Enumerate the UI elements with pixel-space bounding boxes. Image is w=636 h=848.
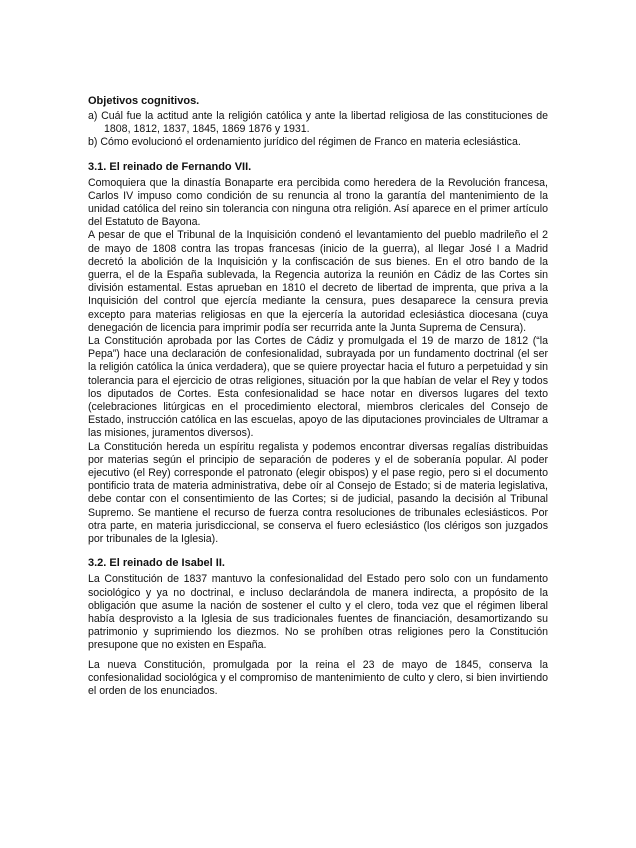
document-body [88, 94, 548, 698]
objective-item-b: b) Cómo evolucionó el ordenamiento jurídico del régimen de Franco en materia eclesiástica. [88, 136, 521, 149]
paragraph: La Constitución hereda un espíritu regalista y podemos encontrar diversas regalías distribuidas por materias según el principio de separación de poderes y el de soberanía popular. Al poder ejecutivo (el Rey) corresponde el patronato (elegir obispos) y el pase regio, pero si el documento pontificio trata de materia administrativa, debe oír al Consejo de Estado; si de materia legislativa, debe contar con el consentimiento de las Cortes; si de judicial, pasando la decisión al Tribunal Supremo. Se mantiene el recurso de fuerza contra resoluciones de tribunales eclesiásticos. Por otra parte, en materia jurisdiccional, se conserva el fuero eclesiástico (los clérigos son juzgados por tribunales de la Iglesia). [88, 440, 548, 546]
objectives-title: Objetivos cognitivos. [88, 95, 200, 107]
section-title-isabel-ii: 3.2. El reinado de Isabel II. [88, 557, 225, 570]
paragraph: Comoquiera que la dinastía Bonaparte era percibida como heredera de la Revolución francesa, Carlos IV impuso como condición de su renuncia al trono la garantía del mantenimiento de la unidad católica del reino sin tolerancia con ninguna otra religión. Así aparece en el primer artículo del Estatuto de Bayona. [88, 176, 548, 229]
paragraph: A pesar de que el Tribunal de la Inquisición condenó el levantamiento del pueblo madrileño el 2 de mayo de 1808 contra las tropas francesas (inicio de la guerra), al llegar José I a Madrid decretó la abolición de la Inquisición y la confiscación de sus bienes. En el otro bando de la guerra, el de la España sublevada, la Regencia autoriza la reunión en Cádiz de las Cortes sin división estamental. Estas aprueban en 1810 el decreto de libertad de imprenta, que priva a la Inquisición del control que ejercía mediante la censura, pues desaparece la censura previa excepto para materias religiosas en que la ejercería la autoridad eclesiástica diocesana (cuya denegación de licencia para imprimir podía ser recurrida ante la Junta Suprema de Censura). [88, 229, 548, 334]
section-title-fernando-vii: 3.1. El reinado de Fernando VII. [88, 160, 252, 173]
paragraph: La Constitución aprobada por las Cortes de Cádiz y promulgada el 19 de marzo de 1812 (“la Pepa”) hace una declaración de confesionalidad, subrayada por un fundamento doctrinal (el ser la religión católica la única verdadera), que se quiere proyectar hacia el futuro a perpetuidad y sin tolerancia para el ejercicio de otras religiones, situación por la que habían de velar el Rey y todos los diputados de Cortes. Esta confesionalidad se hace notar en diversos lugares del texto (celebraciones litúrgicas en el procedimiento electoral, miembros clericales del Consejo de Estado, instrucción católica en las escuelas, apoyo de las diputaciones provinciales de Ultramar a las misiones, juramentos diversos). [88, 335, 548, 440]
paragraph: La nueva Constitución, promulgada por la reina el 23 de mayo de 1845, conserva la confesionalidad sociológica y el compromiso de mantenimiento de culto y clero, si bien invirtiendo el orden de los enunciados. [88, 658, 548, 697]
objective-item-a: a) Cuál fue la actitud ante la religión católica y ante la libertad religiosa de las constituciones de 1808, 1812, 1837, 1845, 1869 1876 y 1931. [88, 110, 548, 136]
paragraph: La Constitución de 1837 mantuvo la confesionalidad del Estado pero solo con un fundamento sociológico y ya no doctrinal, e incluso declarándola de manera indirecta, a propósito de la obligación que asume la nación de sostener el culto y el clero, toda vez que el régimen liberal había desprovisto a la Iglesia de sus tradicionales fuentes de financiación, desamortizando su patrimonio y suprimiendo los diezmos. No se prohíben otras religiones pero la Constitución presupone que no existen en España. [88, 573, 548, 652]
